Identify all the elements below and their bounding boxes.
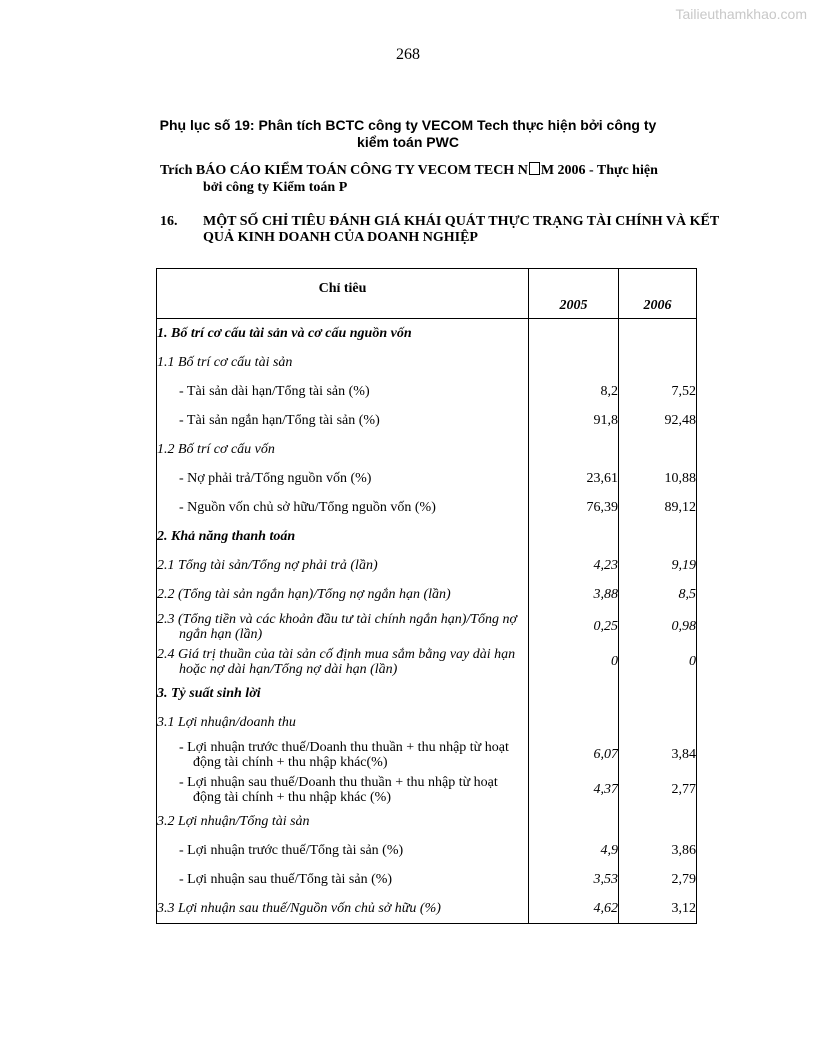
row-label [157,609,529,644]
value-2006 [619,435,697,464]
row-label: 3.1 Lợi nhuận/doanh thu [157,708,529,737]
table-row [157,737,697,772]
row-label: 3. Tỷ suất sinh lời [157,679,529,708]
value-2006 [619,679,697,708]
section-heading [160,214,720,246]
table-row [157,894,697,924]
row-label: 1. Bố trí cơ cấu tài sản và cơ cấu nguồn vốn [157,319,529,349]
table-row [157,377,697,406]
table-row [157,772,697,807]
value-2006: 2,79 [619,865,697,894]
row-label [157,644,529,679]
value-2005: 23,61 [529,464,619,493]
header-2005: 2005 [529,269,619,319]
table-row [157,493,697,522]
value-2005: 8,2 [529,377,619,406]
table-row [157,679,697,708]
row-label: - Lợi nhuận sau thuế/Tổng tài sản (%) [157,865,529,894]
header-2006: 2006 [619,269,697,319]
value-2006: 7,52 [619,377,697,406]
value-2006: 3,86 [619,836,697,865]
value-2005 [529,522,619,551]
watermark: Tailieuthamkhao.com [675,6,807,22]
header-indicator: Chỉ tiêu [157,269,529,319]
subtitle-part2: M 2006 - Thực hiện [540,163,658,178]
report-subtitle [160,162,720,196]
value-2006: 92,48 [619,406,697,435]
value-2005: 4,37 [529,772,619,807]
value-2005: 4,23 [529,551,619,580]
row-label: - Lợi nhuận trước thuế/Tổng tài sản (%) [157,836,529,865]
value-2006: 0,98 [619,609,697,644]
value-2005 [529,679,619,708]
value-2005 [529,708,619,737]
value-2006 [619,807,697,836]
row-label-text: - Lợi nhuận trước thuế/Doanh thu thuần + thu nhập từ hoạt động tài chính + thu nhập khác(%) [179,739,509,770]
value-2006 [619,348,697,377]
value-2005: 6,07 [529,737,619,772]
financial-ratio-table [156,268,697,924]
row-label: - Nợ phải trả/Tổng nguồn vốn (%) [157,464,529,493]
value-2005: 4,62 [529,894,619,924]
value-2005: 0,25 [529,609,619,644]
table-row [157,522,697,551]
value-2006 [619,708,697,737]
page-number: 268 [396,46,420,63]
value-2005: 3,53 [529,865,619,894]
table-row [157,644,697,679]
table-row [157,406,697,435]
value-2005 [529,348,619,377]
table-row [157,348,697,377]
value-2005 [529,807,619,836]
row-label [157,772,529,807]
row-label-text: 2.3 (Tổng tiền và các khoản đầu tư tài chính ngắn hạn)/Tổng nợ ngắn hạn (lần) [157,611,518,642]
row-label: 3.3 Lợi nhuận sau thuế/Nguồn vốn chủ sở hữu (%) [157,894,529,924]
table-row [157,708,697,737]
value-2006 [619,522,697,551]
value-2006: 3,12 [619,894,697,924]
row-label: 2.1 Tổng tài sản/Tổng nợ phải trả (lần) [157,551,529,580]
missing-glyph-icon [529,162,540,175]
value-2006: 2,77 [619,772,697,807]
value-2006: 89,12 [619,493,697,522]
value-2006: 0 [619,644,697,679]
appendix-title: Phụ lục số 19: Phân tích BCTC công ty VECOM Tech thực hiện bởi công ty kiểm toán PWC [159,117,657,150]
value-2006: 10,88 [619,464,697,493]
row-label: 3.2 Lợi nhuận/Tổng tài sản [157,807,529,836]
section-title: MỘT SỐ CHỈ TIÊU ĐÁNH GIÁ KHÁI QUÁT THỰC TRẠNG TÀI CHÍNH VÀ KẾT QUẢ KINH DOANH CỦA DOANH NGHIỆP [203,214,719,245]
value-2005: 3,88 [529,580,619,609]
row-label: 2. Khả năng thanh toán [157,522,529,551]
value-2005: 0 [529,644,619,679]
table-row [157,865,697,894]
table-row [157,464,697,493]
table-header-row [157,269,697,319]
row-label: 1.1 Bố trí cơ cấu tài sản [157,348,529,377]
row-label: 1.2 Bố trí cơ cấu vốn [157,435,529,464]
row-label-text: 2.4 Giá trị thuần của tài sản cố định mua sắm bằng vay dài hạn hoặc nợ dài hạn/Tổng nợ dài hạn (lần) [157,646,516,677]
value-2005 [529,319,619,349]
table-row [157,836,697,865]
subtitle-part1: Trích BÁO CÁO KIỂM TOÁN CÔNG TY VECOM TECH N [160,163,528,178]
value-2006 [619,319,697,349]
table-row [157,319,697,349]
value-2005 [529,435,619,464]
value-2005: 4,9 [529,836,619,865]
table-row [157,609,697,644]
row-label: - Nguồn vốn chủ sở hữu/Tổng nguồn vốn (%) [157,493,529,522]
table-row [157,551,697,580]
value-2005: 91,8 [529,406,619,435]
subtitle-part3: bởi công ty Kiểm toán P [203,180,348,195]
row-label: - Tài sản dài hạn/Tổng tài sản (%) [157,377,529,406]
section-number: 16. [160,214,178,229]
table-row [157,807,697,836]
value-2005: 76,39 [529,493,619,522]
value-2006: 3,84 [619,737,697,772]
value-2006: 9,19 [619,551,697,580]
row-label: - Tài sản ngắn hạn/Tổng tài sản (%) [157,406,529,435]
row-label-text: - Lợi nhuận sau thuế/Doanh thu thuần + thu nhập từ hoạt động tài chính + thu nhập khác (%) [179,774,498,805]
row-label: 2.2 (Tổng tài sản ngắn hạn)/Tổng nợ ngắn hạn (lần) [157,580,529,609]
table-row [157,580,697,609]
value-2006: 8,5 [619,580,697,609]
row-label [157,737,529,772]
table-row [157,435,697,464]
